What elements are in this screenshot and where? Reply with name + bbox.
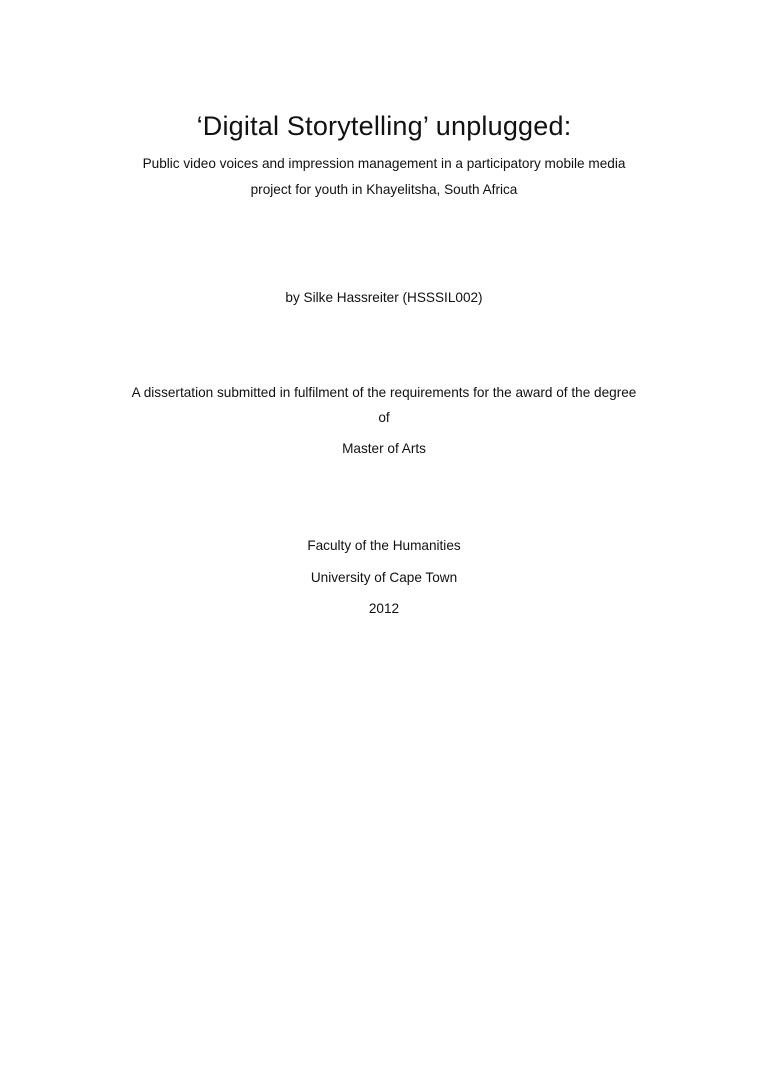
author-line: by Silke Hassreiter (HSSSIL002) [285, 290, 483, 305]
university-name: University of Cape Town [310, 570, 458, 585]
document-title: ‘Digital Storytelling’ unplugged: [196, 111, 572, 141]
faculty-name: Faculty of the Humanities [307, 538, 461, 553]
subtitle-line-2: project for youth in Khayelitsha, South Africa [250, 182, 518, 197]
subtitle-line-1: Public video voices and impression management in a participatory mobile media [142, 156, 626, 171]
degree-name: Master of Arts [342, 441, 426, 456]
dissertation-statement-line-1: A dissertation submitted in fulfilment of the requirements for the award of the degree [131, 385, 637, 400]
dissertation-statement-line-2: of [378, 410, 390, 425]
publication-year: 2012 [368, 601, 400, 616]
